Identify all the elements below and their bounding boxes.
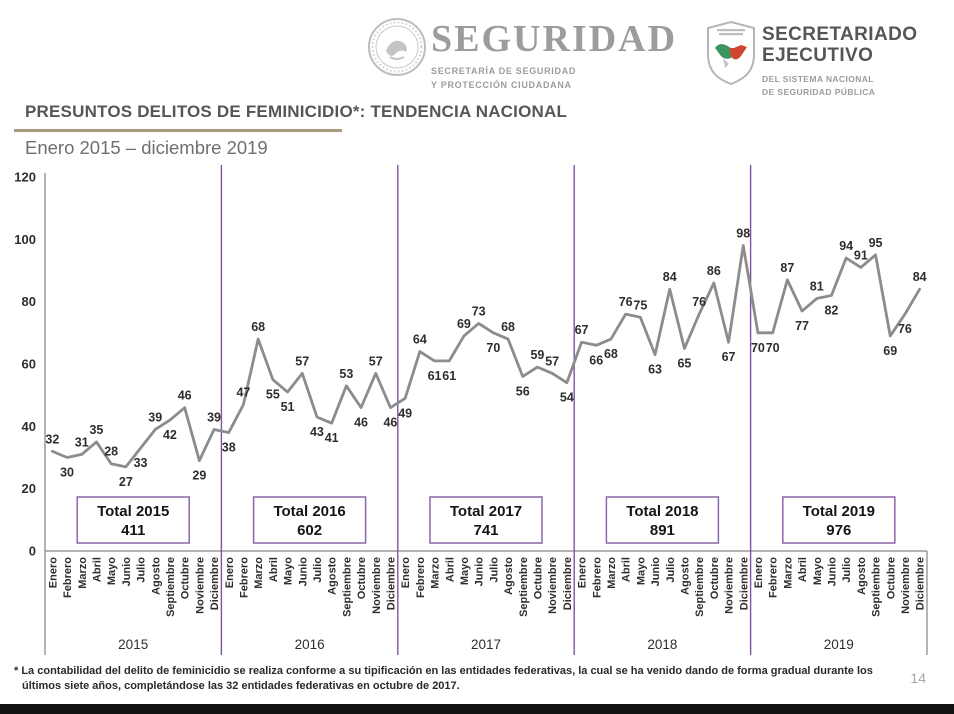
month-label: Enero <box>400 557 413 589</box>
data-point-label: 42 <box>162 428 177 443</box>
data-point-label: 65 <box>677 356 692 371</box>
total-box-title: Total 2015 <box>97 503 170 520</box>
secretariado-logo <box>762 25 917 98</box>
y-axis-tick: 20 <box>21 481 36 497</box>
y-axis-tick: 80 <box>21 294 36 310</box>
month-label: Octubre <box>532 557 545 600</box>
data-point-label: 51 <box>280 400 295 415</box>
month-label: Abril <box>267 557 280 583</box>
data-point-label: 31 <box>74 435 89 450</box>
total-box-value: 602 <box>297 522 323 539</box>
data-point-label: 68 <box>251 320 266 335</box>
data-point-label: 82 <box>824 303 839 318</box>
data-point-label: 84 <box>662 270 677 285</box>
data-point-label: 46 <box>177 388 192 403</box>
data-point-label: 67 <box>574 323 589 338</box>
total-box-value: 741 <box>473 522 499 539</box>
month-label: Diciembre <box>385 557 398 611</box>
title-underline <box>14 129 342 132</box>
month-label: Noviembre <box>370 557 383 614</box>
month-label: Julio <box>135 557 148 583</box>
total-box-value: 891 <box>649 522 675 539</box>
month-label: Marzo <box>429 557 442 589</box>
month-label: Marzo <box>76 557 89 589</box>
data-point-label: 70 <box>765 340 780 355</box>
y-axis-tick: 100 <box>14 231 36 247</box>
month-label: Junio <box>650 557 663 587</box>
total-box-value: 976 <box>826 522 852 539</box>
y-axis-tick: 40 <box>21 418 36 434</box>
seguridad-subtitle: SECRETARÍA DE SEGURIDAD Y PROTECCIÓN CIUDADANA <box>431 66 577 90</box>
month-label: Noviembre <box>194 557 207 614</box>
month-label: Febrero <box>591 557 604 598</box>
month-label: Mayo <box>282 557 295 586</box>
data-point-label: 28 <box>104 444 119 459</box>
header <box>0 0 954 100</box>
month-label: Octubre <box>356 557 369 600</box>
data-point-label: 55 <box>265 387 280 402</box>
month-label: Agosto <box>855 557 868 595</box>
month-label: Enero <box>223 557 236 589</box>
y-axis-tick: 60 <box>21 356 36 372</box>
data-point-label: 61 <box>427 368 442 383</box>
data-point-label: 84 <box>912 270 927 285</box>
y-axis-tick: 120 <box>14 169 36 185</box>
year-label: 2018 <box>647 637 678 652</box>
data-point-label: 35 <box>89 422 104 437</box>
data-point-label: 57 <box>545 354 560 369</box>
data-point-label: 68 <box>603 347 618 362</box>
month-label: Abril <box>91 557 104 583</box>
data-point-label: 67 <box>721 350 736 365</box>
month-label: Mayo <box>635 557 648 586</box>
trend-chart <box>0 160 954 660</box>
data-point-label: 64 <box>412 332 427 347</box>
data-point-label: 70 <box>750 340 765 355</box>
data-point-label: 29 <box>192 468 207 483</box>
month-label: Mayo <box>811 557 824 586</box>
month-label: Agosto <box>503 557 516 595</box>
data-point-label: 57 <box>368 354 383 369</box>
data-point-label: 56 <box>515 384 530 399</box>
page-number: 14 <box>910 670 926 686</box>
month-label: Octubre <box>179 557 192 600</box>
month-label: Noviembre <box>899 557 912 614</box>
data-point-label: 41 <box>324 431 339 446</box>
month-label: Abril <box>797 557 810 583</box>
month-label: Enero <box>752 557 765 589</box>
total-box-title: Total 2017 <box>449 503 523 520</box>
data-point-label: 46 <box>383 415 398 430</box>
y-axis-tick: 0 <box>28 543 36 559</box>
month-label: Octubre <box>885 557 898 600</box>
month-label: Septiembre <box>164 557 177 617</box>
month-label: Noviembre <box>547 557 560 614</box>
data-point-label: 43 <box>309 424 324 439</box>
month-label: Diciembre <box>561 557 574 611</box>
total-box-title: Total 2019 <box>802 503 875 520</box>
data-point-label: 63 <box>648 362 663 377</box>
data-point-label: 81 <box>809 279 824 294</box>
month-label: Septiembre <box>341 557 354 617</box>
data-point-label: 32 <box>45 432 60 447</box>
page-title: PRESUNTOS DELITOS DE FEMINICIDIO*: TENDENCIA NACIONAL <box>25 102 568 121</box>
data-point-label: 95 <box>868 235 883 250</box>
data-point-label: 69 <box>883 343 898 358</box>
month-label: Junio <box>826 557 839 587</box>
trend-line <box>52 246 919 467</box>
data-point-label: 76 <box>692 295 707 310</box>
data-point-label: 39 <box>207 410 222 425</box>
month-label: Julio <box>841 557 854 583</box>
month-label: Octubre <box>708 557 721 600</box>
month-label: Mayo <box>458 557 471 586</box>
data-point-label: 69 <box>456 316 471 331</box>
data-point-label: 27 <box>118 474 133 489</box>
month-label: Mayo <box>106 557 119 586</box>
seguridad-wordmark: SEGURIDAD <box>431 18 678 60</box>
month-label: Junio <box>473 557 486 587</box>
total-box-title: Total 2018 <box>626 503 699 520</box>
secretariado-wordmark: SECRETARIADO EJECUTIVO <box>762 24 918 66</box>
data-point-label: 33 <box>133 456 148 471</box>
trend-chart-svg <box>0 160 954 660</box>
data-point-label: 68 <box>501 320 516 335</box>
data-point-label: 87 <box>780 260 795 275</box>
month-label: Diciembre <box>738 557 751 611</box>
month-label: Junio <box>297 557 310 587</box>
month-label: Enero <box>576 557 589 589</box>
seguridad-logo <box>431 20 677 92</box>
data-point-label: 66 <box>589 353 604 368</box>
total-box-value: 411 <box>121 522 146 539</box>
month-label: Febrero <box>238 557 251 598</box>
month-label: Diciembre <box>209 557 222 611</box>
year-label: 2016 <box>294 637 325 652</box>
data-point-label: 49 <box>398 406 413 421</box>
data-point-label: 75 <box>633 298 648 313</box>
month-label: Agosto <box>150 557 163 595</box>
data-point-label: 38 <box>221 440 236 455</box>
month-label: Abril <box>620 557 633 583</box>
month-label: Febrero <box>62 557 75 598</box>
data-point-label: 39 <box>148 410 163 425</box>
data-point-label: 54 <box>559 390 574 405</box>
month-label: Julio <box>488 557 501 583</box>
data-point-label: 73 <box>471 304 486 319</box>
month-label: Junio <box>120 557 133 587</box>
data-point-label: 61 <box>442 368 457 383</box>
month-label: Marzo <box>782 557 795 589</box>
month-label: Noviembre <box>723 557 736 614</box>
data-point-label: 59 <box>530 348 545 363</box>
month-label: Febrero <box>414 557 427 598</box>
month-label: Septiembre <box>870 557 883 617</box>
month-label: Enero <box>47 557 60 589</box>
month-label: Septiembre <box>517 557 530 617</box>
month-label: Julio <box>311 557 324 583</box>
data-point-label: 46 <box>354 415 369 430</box>
data-point-label: 57 <box>295 354 310 369</box>
month-label: Septiembre <box>694 557 707 617</box>
data-point-label: 98 <box>736 226 751 241</box>
data-point-label: 91 <box>853 248 868 263</box>
year-label: 2017 <box>470 637 502 652</box>
data-point-label: 76 <box>618 295 633 310</box>
month-label: Diciembre <box>914 557 927 611</box>
mexico-eagle-seal-icon <box>366 15 428 79</box>
year-label: 2019 <box>823 637 854 652</box>
data-point-label: 30 <box>60 465 75 480</box>
data-point-label: 76 <box>897 322 912 337</box>
date-range-subtitle: Enero 2015 – diciembre 2019 <box>25 137 268 158</box>
data-point-label: 77 <box>795 319 810 334</box>
sesnsp-shield-icon <box>705 20 757 86</box>
month-label: Febrero <box>767 557 780 598</box>
data-point-label: 47 <box>236 385 251 400</box>
total-box-title: Total 2016 <box>273 503 346 520</box>
year-label: 2015 <box>118 637 149 652</box>
month-label: Julio <box>664 557 677 583</box>
month-label: Marzo <box>253 557 266 589</box>
data-point-label: 94 <box>839 239 854 254</box>
secretariado-subtitle: DEL SISTEMA NACIONAL DE SEGURIDAD PÚBLICA <box>762 73 876 97</box>
month-label: Abril <box>444 557 457 583</box>
month-label: Agosto <box>326 557 339 595</box>
data-point-label: 70 <box>486 340 501 355</box>
footnote: * La contabilidad del delito de feminicidio se realiza conforme a su tipificación en las entidades federativas, la cual se ha venido dando de forma gradual durante los últimos siete años, completándose las 32 entidades federativas en octubre de 2017. <box>14 665 873 692</box>
month-label: Marzo <box>605 557 618 589</box>
data-point-label: 53 <box>339 366 354 381</box>
month-label: Agosto <box>679 557 692 595</box>
data-point-label: 86 <box>706 263 721 278</box>
bottom-bar <box>0 704 954 714</box>
